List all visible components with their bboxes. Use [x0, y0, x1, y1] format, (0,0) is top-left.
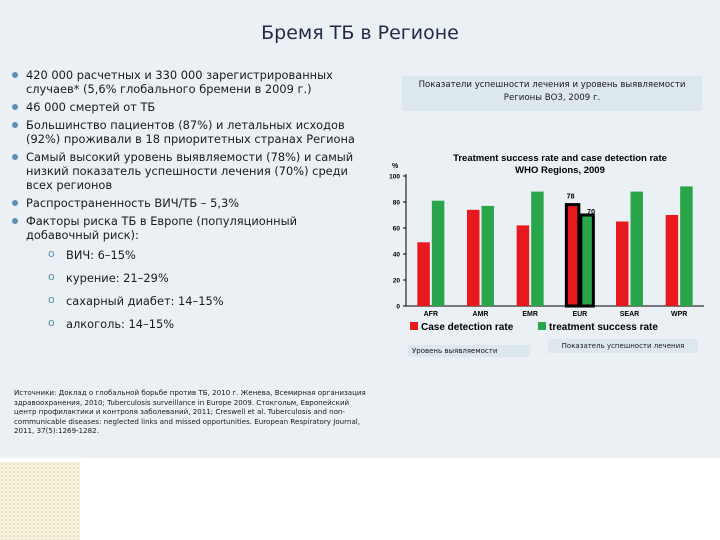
legend-note-detection: Уровень выявляемости	[408, 345, 530, 357]
bullet-item: Большинство пациентов (87%) и летальных исходов (92%) проживали в 18 приоритетных странах Региона	[10, 118, 370, 146]
chart-caption: Показатели успешности лечения и уровень выявляемости Регионы ВОЗ, 2009 г.	[402, 76, 702, 111]
bullet-item: 420 000 расчетных и 330 000 зарегистрированных случаев* (5,6% глобального бремени в 2009 г.)	[10, 68, 370, 96]
bar-success-eur	[581, 215, 594, 306]
chart-title-line-1: Treatment success rate and case detection rate	[453, 153, 667, 164]
risk-factor-list	[26, 248, 370, 331]
legend-swatch-success	[538, 322, 546, 330]
y-axis-label: %	[392, 163, 399, 170]
decorative-pattern	[0, 462, 80, 540]
bullet-item: Самый высокий уровень выявляемости (78%) и самый низкий показатель успешности лечения (70%) среди всех регионов	[10, 150, 370, 192]
y-tick-label: 20	[392, 277, 400, 285]
legend-note-success: Показатель успешности лечения	[548, 339, 698, 353]
risk-factor-item: o сахарный диабет: 14–15%	[48, 294, 370, 308]
legend-swatch-detection	[410, 322, 418, 330]
bullet-list	[10, 68, 370, 340]
bar-detection-wpr	[666, 215, 679, 306]
bar-success-afr	[432, 201, 444, 306]
bar-detection-eur	[566, 205, 579, 306]
bar-chart	[370, 146, 710, 346]
data-label-eur: 78	[566, 193, 575, 201]
x-tick-label: EMR	[522, 311, 538, 318]
x-tick-label: AMR	[472, 311, 489, 318]
bar-detection-afr	[417, 242, 430, 306]
legend-label-success: treatment success rate	[549, 322, 658, 333]
bullet-item: Распространенность ВИЧ/ТБ – 5,3%	[10, 196, 370, 210]
x-tick-label: EUR	[572, 311, 588, 318]
bar-success-amr	[482, 206, 495, 306]
y-tick-label: 80	[392, 199, 400, 207]
x-tick-label: AFR	[423, 311, 439, 318]
legend-label-detection: Case detection rate	[421, 322, 514, 333]
y-tick-label: 60	[392, 225, 400, 233]
bullet-item: 46 000 смертей от ТБ	[10, 100, 370, 114]
risk-factors-heading: Факторы риска ТБ в Европе (популяционный добавочный риск):	[26, 214, 298, 242]
x-tick-label: SEAR	[619, 311, 640, 318]
y-tick-label: 0	[396, 303, 400, 311]
bar-success-emr	[531, 192, 544, 306]
risk-factor-item: o ВИЧ: 6–15%	[48, 248, 370, 262]
risk-factor-item: o курение: 21–29%	[48, 271, 370, 285]
x-tick-label: WPR	[670, 311, 688, 318]
bar-success-sear	[631, 192, 644, 306]
y-tick-label: 100	[389, 173, 400, 181]
bar-detection-emr	[517, 225, 530, 306]
chart-title-line-2: WHO Regions, 2009	[515, 165, 605, 176]
data-label-eur: 70	[587, 209, 595, 216]
bar-success-wpr	[680, 186, 693, 306]
bar-detection-amr	[467, 210, 480, 306]
risk-factor-item: o алкоголь: 14–15%	[48, 317, 370, 331]
bar-detection-sear	[616, 222, 629, 307]
y-tick-label: 40	[392, 251, 400, 259]
slide-title: Бремя ТБ в Регионе	[261, 22, 459, 44]
sources-note: Источники: Доклад о глобальной борьбе против ТБ, 2010 г. Женева, Всемирная организация здравоохранения, 2010; Tuberculosis surveillance in Europe 2009. Стокгольм, Европейский центр профилактики и контроля заболеваний, 2011; Creswell et al. Tuberculosis and non-communicable diseases: neglected links and missed opportunities. European Respiratory Journal, 2011, 37(5):1269-1282.	[14, 388, 366, 436]
bullet-item-risk-factors	[10, 214, 370, 331]
